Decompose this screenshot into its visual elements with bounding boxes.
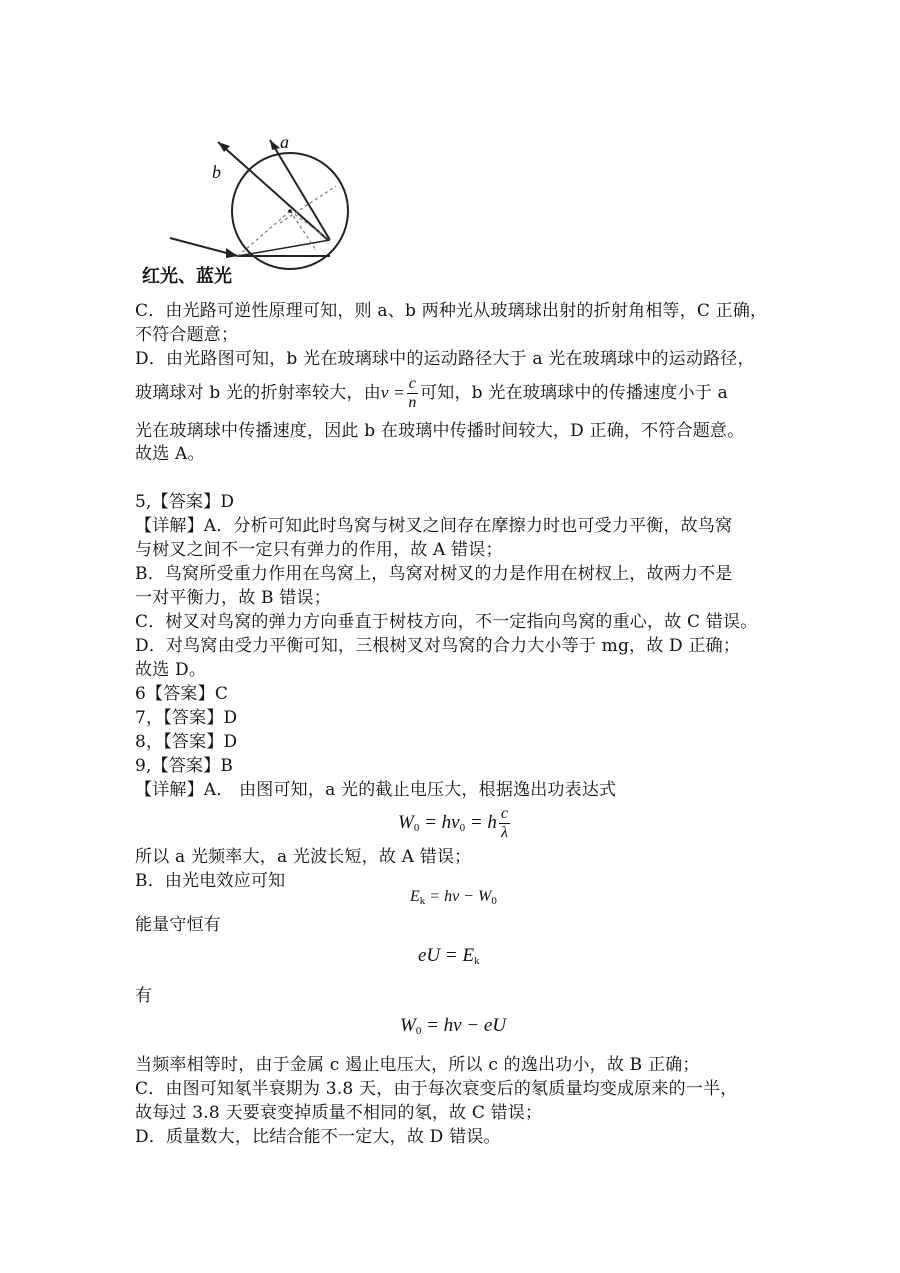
eq2-sub2: 0 xyxy=(491,895,497,907)
q9-line5: 有 xyxy=(135,986,153,1006)
eq1-fraction xyxy=(499,806,510,841)
q5-line3: B．鸟窝所受重力作用在鸟窝上，鸟窝对树叉的力是作用在树杈上，故两力不是 xyxy=(135,564,733,584)
q9-line9: D．质量数大，比结合能不一定大，故 D 错误。 xyxy=(135,1127,501,1147)
eq1-mid: = hν xyxy=(424,811,460,833)
velocity-fraction xyxy=(407,376,418,411)
q9-equation-4 xyxy=(400,1015,506,1037)
optics-figure xyxy=(140,128,360,288)
q9-answer: 9,【答案】B xyxy=(135,756,234,776)
eq1-h: = h xyxy=(469,811,497,833)
q5-line5: C．树叉对鸟窝的弹力方向垂直于树枝方向，不一定指向鸟窝的重心，故 C 错误。 xyxy=(135,612,758,632)
q9-line6: 当频率相等时，由于金属 c 遏止电压大，所以 c 的逸出功小，故 B 正确； xyxy=(135,1055,700,1075)
q4-select: 故选 A。 xyxy=(135,444,205,464)
ray-a-label: a xyxy=(280,132,289,152)
q4-d-line2-post: 可知，b 光在玻璃球中的传播速度小于 a xyxy=(420,383,728,403)
q5-line2: 与树叉之间不一定只有弹力的作用，故 A 错误； xyxy=(135,540,503,560)
eq3-lhs: eU = E xyxy=(418,945,475,966)
q9-line3: B．由光电效应可知 xyxy=(135,871,286,891)
q9-line4: 能量守恒有 xyxy=(135,915,221,935)
q7-answer: 7，【答案】D xyxy=(135,708,238,728)
q8-answer: 8，【答案】D xyxy=(135,732,238,752)
velocity-num: c xyxy=(408,375,417,392)
velocity-formula-lhs: v = xyxy=(380,383,405,402)
q9-line1: 【详解】A． 由图可知，a 光的截止电压大，根据逸出功表达式 xyxy=(135,780,617,800)
eq4-rhs: = hν − eU xyxy=(426,1015,507,1036)
q4-c-line1: C．由光路可逆性原理可知，则 a、b 两种光从玻璃球出射的折射角相等，C 正确， xyxy=(135,301,768,321)
q9-line2: 所以 a 光频率大，a 光波长短，故 A 错误； xyxy=(135,847,472,867)
q5-line1: 【详解】A．分析可知此时鸟窝与树叉之间存在摩擦力时也可受力平衡，故鸟窝 xyxy=(135,516,733,536)
q9-equation-2 xyxy=(410,888,497,907)
q9-line8: 故每过 3.8 天要衰变掉质量不相同的氡，故 C 错误； xyxy=(135,1103,543,1123)
eq2-sub: k xyxy=(419,895,426,907)
q5-line4: 一对平衡力，故 B 错误； xyxy=(135,588,331,608)
q9-equation-1: $W_0 = h\nu_0 = h$ $\frac{c}{\lambda}$ xyxy=(398,805,509,841)
eq1-w: W xyxy=(398,811,414,833)
velocity-den: n xyxy=(408,394,417,411)
q4-c-line2: 不符合题意； xyxy=(135,325,239,345)
q4-d-line2-pre: 玻璃球对 b 光的折射率较大，由 xyxy=(135,383,381,403)
eq2-rhs: = hν − W xyxy=(429,888,492,905)
eq4-sub: 0 xyxy=(415,1025,422,1037)
ray-b-label: b xyxy=(212,162,221,182)
q4-d-line1: D．由光路图可知，b 光在玻璃球中的运动路径大于 a 光在玻璃球中的运动路径， xyxy=(135,349,755,369)
q4-d-line3: 光在玻璃球中传播速度，因此 b 在玻璃中传播时间较大，D 正确，不符合题意。 xyxy=(135,421,745,441)
eq1-den: λ xyxy=(501,824,508,841)
eq1-num: c xyxy=(500,805,509,822)
figure-caption: 红光、蓝光 xyxy=(142,266,232,287)
q6-answer: 6【答案】C xyxy=(135,684,229,704)
q5-answer: 5,【答案】D xyxy=(135,492,235,512)
q4-d-line2 xyxy=(135,376,728,411)
eq3-sub: k xyxy=(474,955,480,967)
q9-equation-3 xyxy=(418,945,480,967)
q5-line6: D．对鸟窝由受力平衡可知，三根树叉对鸟窝的合力大小等于 mg，故 D 正确； xyxy=(135,636,741,656)
q9-line7: C．由图可知氡半衰期为 3.8 天，由于每次衰变后的氡质量均变成原来的一半， xyxy=(135,1079,738,1099)
eq2-e: E xyxy=(410,888,420,905)
eq4-w: W xyxy=(400,1015,416,1036)
q5-select: 故选 D。 xyxy=(135,660,207,680)
